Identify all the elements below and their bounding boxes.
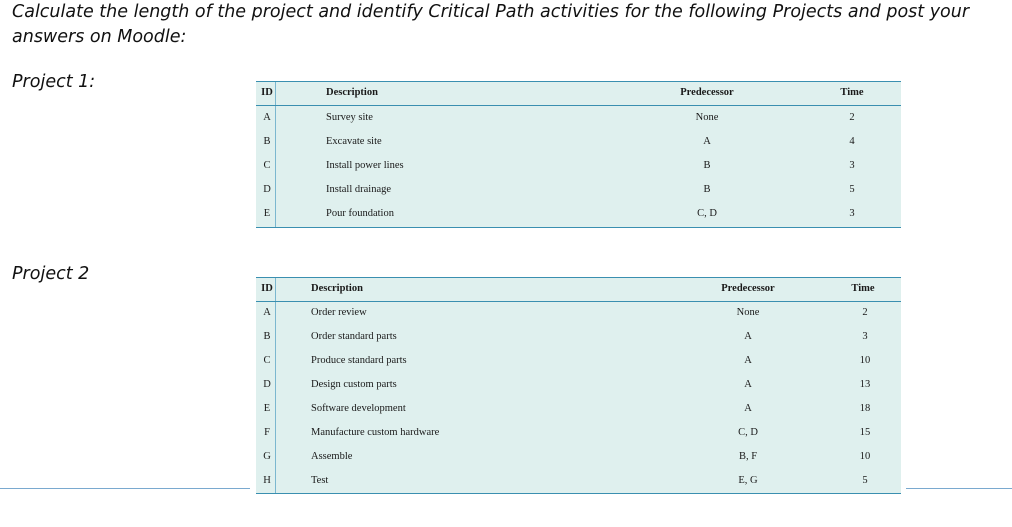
- instructions: [12, 0, 1007, 50]
- cell-description: Design custom parts: [311, 379, 397, 390]
- cell-time: 2: [862, 307, 868, 318]
- cell-time: 10: [859, 451, 871, 462]
- cell-description: Software development: [311, 403, 406, 414]
- table-row: [256, 326, 901, 348]
- table-row: [256, 302, 901, 324]
- header-id: ID: [261, 87, 273, 98]
- cell-time: 2: [849, 112, 855, 123]
- cell-description: Order standard parts: [311, 331, 397, 342]
- cell-description: Produce standard parts: [311, 355, 407, 366]
- table-row: [256, 203, 901, 225]
- cell-predecessor: A: [744, 355, 752, 366]
- cell-description: Assemble: [311, 451, 353, 462]
- cell-predecessor: B: [703, 184, 711, 195]
- cell-id: D: [263, 379, 271, 390]
- table-row: [256, 155, 901, 177]
- cell-description: Install drainage: [326, 184, 392, 195]
- cell-time: 5: [849, 184, 855, 195]
- table-row: [256, 179, 901, 201]
- header-description: Description: [311, 283, 363, 294]
- table-header-row: [256, 278, 901, 302]
- cell-id: D: [263, 184, 271, 195]
- instructions-line-2: answers on Moodle:: [12, 27, 187, 47]
- cell-description: Excavate site: [326, 136, 382, 147]
- table-row: [256, 446, 901, 468]
- header-predecessor: Predecessor: [680, 87, 734, 98]
- cell-id: E: [263, 403, 271, 414]
- cell-time: 4: [849, 136, 855, 147]
- instructions-line-1: Calculate the length of the project and identify Critical Path activities for the following Projects and post your: [12, 2, 970, 22]
- cell-predecessor: A: [744, 403, 752, 414]
- header-time: Time: [840, 87, 864, 98]
- cell-id: G: [263, 451, 271, 462]
- table-row: [256, 107, 901, 129]
- cell-id: B: [263, 136, 271, 147]
- cell-description: Test: [311, 475, 329, 486]
- cell-predecessor: A: [744, 331, 752, 342]
- cell-description: Manufacture custom hardware: [311, 427, 440, 438]
- header-predecessor: Predecessor: [721, 283, 775, 294]
- cell-time: 18: [859, 403, 871, 414]
- cell-predecessor: None: [695, 112, 719, 123]
- cell-time: 13: [859, 379, 871, 390]
- cell-id: A: [263, 307, 271, 318]
- page-bottom-rule-right: [906, 488, 1012, 489]
- table-row: [256, 131, 901, 153]
- cell-predecessor: A: [703, 136, 711, 147]
- cell-description: Order review: [311, 307, 367, 318]
- cell-time: 10: [859, 355, 871, 366]
- cell-time: 5: [862, 475, 868, 486]
- cell-id: B: [263, 331, 271, 342]
- header-time: Time: [851, 283, 875, 294]
- table-row: [256, 350, 901, 372]
- cell-id: A: [263, 112, 271, 123]
- cell-id: H: [263, 475, 271, 486]
- table-header-row: [256, 82, 901, 106]
- cell-description: Pour foundation: [326, 208, 394, 219]
- table-row: [256, 470, 901, 492]
- cell-time: 3: [849, 160, 855, 171]
- table-row: [256, 398, 901, 420]
- cell-id: E: [263, 208, 271, 219]
- cell-predecessor: C, D: [697, 208, 717, 219]
- cell-id: F: [264, 427, 270, 438]
- page-bottom-rule-left: [0, 488, 250, 489]
- cell-description: Survey site: [326, 112, 373, 123]
- cell-predecessor: A: [744, 379, 752, 390]
- cell-time: 15: [859, 427, 871, 438]
- cell-predecessor: E, G: [738, 475, 758, 486]
- cell-time: 3: [862, 331, 868, 342]
- cell-predecessor: B: [703, 160, 711, 171]
- cell-description: Install power lines: [326, 160, 404, 171]
- project-1-table: [256, 81, 901, 228]
- cell-time: 3: [849, 208, 855, 219]
- table-row: [256, 422, 901, 444]
- cell-predecessor: None: [736, 307, 760, 318]
- project-1-label: Project 1:: [12, 72, 96, 92]
- project-2-label: Project 2: [12, 264, 90, 284]
- cell-id: C: [263, 160, 271, 171]
- project-2-table: [256, 277, 901, 494]
- header-description: Description: [326, 87, 378, 98]
- cell-id: C: [263, 355, 271, 366]
- cell-predecessor: B, F: [738, 451, 758, 462]
- header-id: ID: [261, 283, 273, 294]
- table-row: [256, 374, 901, 396]
- cell-predecessor: C, D: [738, 427, 758, 438]
